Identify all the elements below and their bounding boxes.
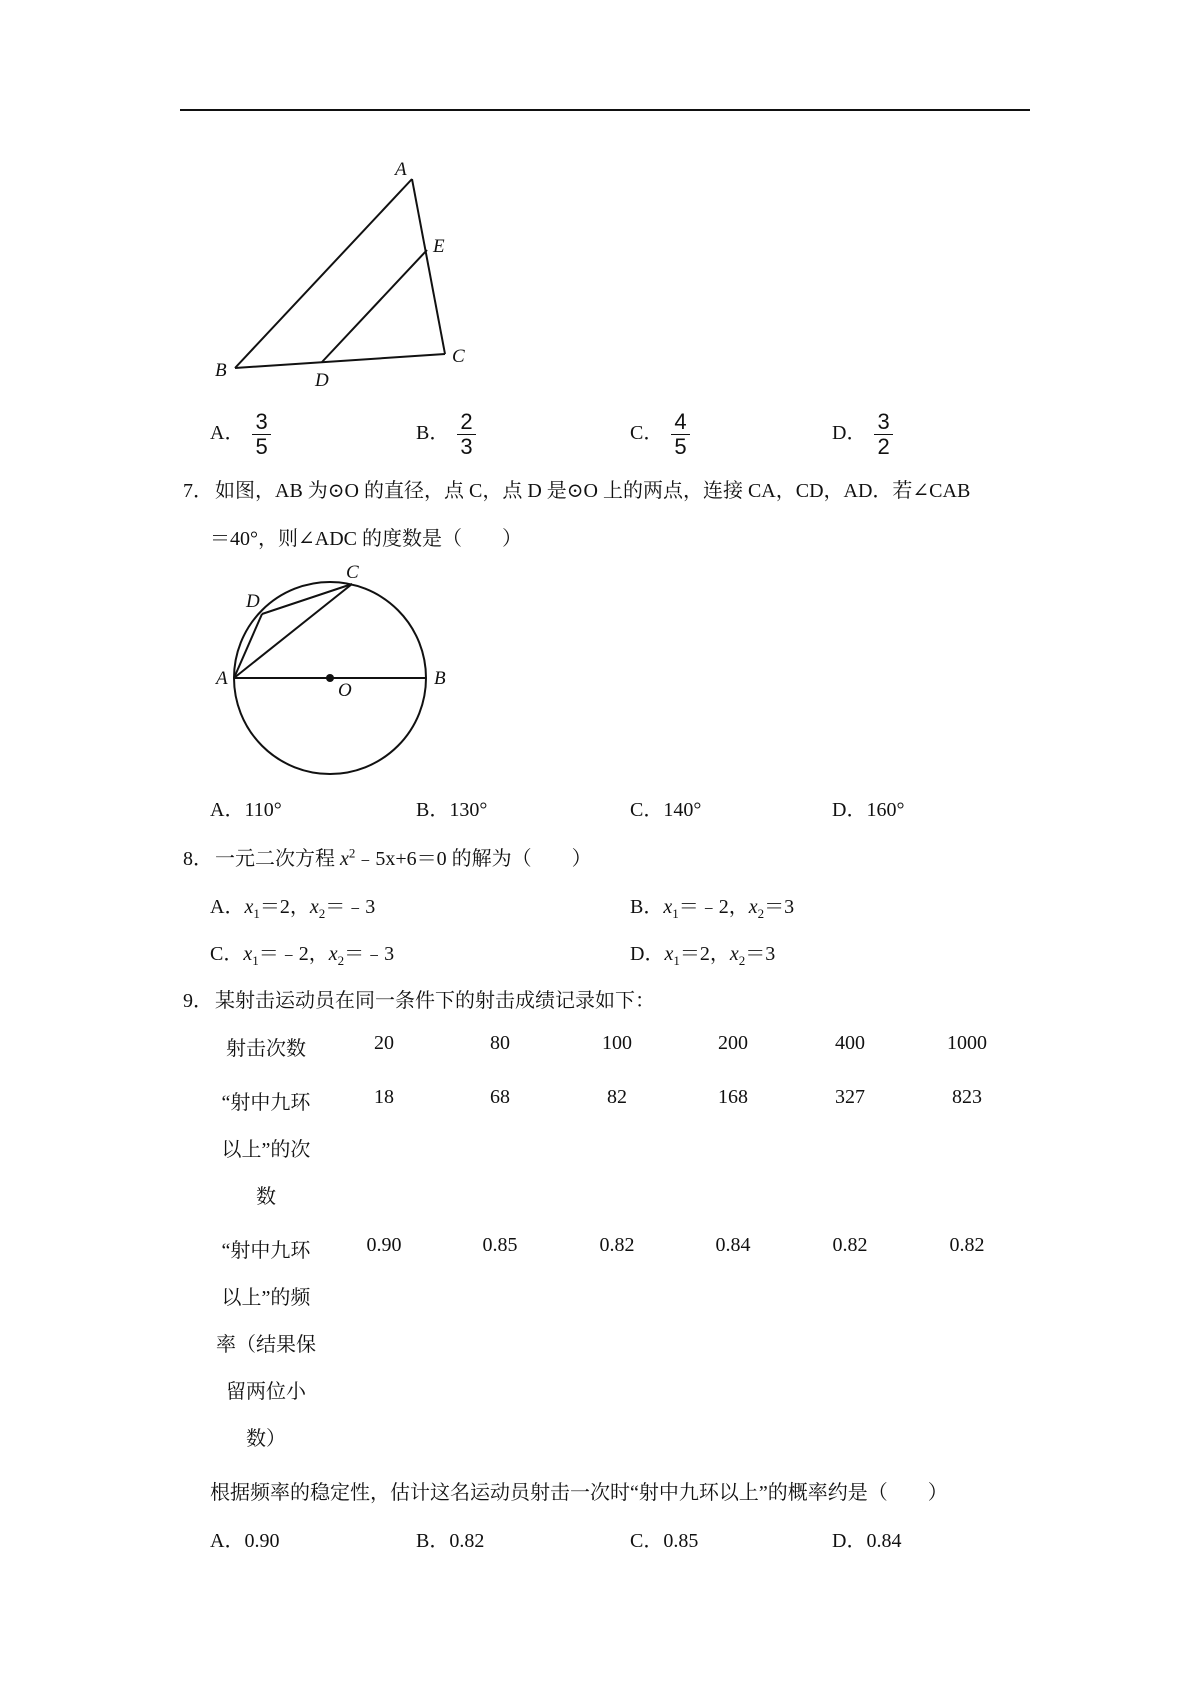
table-row3-label-line: “射中九环 [221,1240,311,1262]
table-cell: 18 [374,1086,394,1108]
table-cell: 82 [607,1086,627,1108]
x1-value: 2 [279,896,290,918]
table-cell: 200 [718,1032,748,1054]
fraction [671,410,689,459]
table-row3-label-line: 数） [246,1428,286,1450]
q9-option-a[interactable]: A．0.90 [210,1530,280,1552]
x2-value: 3 [784,896,795,918]
table-cell: 0.82 [949,1234,985,1256]
q7-option-c[interactable]: C．140° [630,799,702,821]
option-letter: D． [832,422,867,445]
q6-option-a[interactable] [210,410,271,459]
q9-option-c[interactable]: C．0.85 [630,1530,699,1552]
table-row2-label-line: 数 [256,1186,276,1208]
q8-exp: 2 [348,845,356,861]
option-letter: A． [210,422,245,445]
q8-option-c[interactable]: C．$x_1=﹣2$，$x_2=﹣3$ [210,943,395,968]
table-cell: 0.90 [366,1234,402,1256]
x2-value: ﹣3 [364,943,395,965]
q7-option-b[interactable]: B．130° [416,799,488,821]
table-row2-label-line: “射中九环 [221,1092,311,1114]
q7-text-line1: 如图，AB 为⊙O 的直径，点 C，点 D 是⊙O 上的两点，连接 CA，CD，AD．若∠CAB [215,480,971,502]
table-row3-label-line: 率（结果保 [216,1334,316,1356]
q8-var: x [340,848,349,870]
option-letter: D． [630,943,665,965]
option-letter: C． [210,943,244,965]
q9-number: 9． [183,990,213,1012]
label-C: C [452,346,465,367]
q9-text: 某射击运动员在同一条件下的射击成绩记录如下： [215,990,655,1012]
numerator: 4 [671,410,689,435]
fraction [874,410,892,459]
q6-option-c[interactable] [630,410,690,459]
table-cell: 0.82 [599,1234,635,1256]
q9-option-d[interactable]: D．0.84 [832,1530,902,1552]
q7-option-d[interactable]: D．160° [832,799,905,821]
label-A: A [395,159,407,180]
q9-question: 根据频率的稳定性，估计这名运动员射击一次时“射中九环以上”的概率约是（ ） [210,1482,948,1504]
denominator: 2 [877,434,890,459]
table-cell: 0.84 [715,1234,751,1256]
numerator: 3 [874,410,892,435]
table-cell: 1000 [947,1032,987,1054]
q8-option-b[interactable]: B．$x_1=﹣2$，$x_2=3$ [630,896,795,921]
label-E: E [433,236,445,257]
label-O: O [338,680,352,701]
q8-option-d[interactable]: D．$x_1=2$，$x_2=3$ [630,943,776,968]
q7-number: 7． [183,480,213,502]
label-D: D [246,591,260,612]
table-cell: 327 [835,1086,865,1108]
table-row2-label-line: 以上”的次 [221,1139,311,1161]
x1-value: ﹣2 [278,943,309,965]
q7-text-line2: ＝40°，则∠ADC 的度数是（ ） [210,528,522,550]
fraction [252,410,270,459]
denominator: 5 [674,434,687,459]
q6-option-d[interactable] [832,410,893,459]
x2-value: ﹣3 [345,896,376,918]
fraction [457,410,475,459]
label-C: C [346,562,359,583]
label-B: B [215,360,227,381]
table-cell: 400 [835,1032,865,1054]
table-cell: 20 [374,1032,394,1054]
q9-option-b[interactable]: B．0.82 [416,1530,485,1552]
q6-option-b[interactable] [416,410,476,459]
denominator: 3 [460,434,473,459]
option-letter: B． [416,422,450,445]
x2-value: 3 [765,943,776,965]
table-row3-label-line: 留两位小 [226,1381,306,1403]
table-row3-label-line: 以上”的频 [221,1287,311,1309]
numerator: 2 [457,410,475,435]
q8-text-pre: 一元二次方程 [215,848,340,870]
option-letter: A． [210,896,245,918]
label-A: A [216,668,228,689]
label-B: B [434,668,446,689]
option-letter: C． [630,422,664,445]
table-row1-label: 射击次数 [226,1038,306,1060]
table-cell: 0.82 [832,1234,868,1256]
numerator: 3 [252,410,270,435]
table-cell: 100 [602,1032,632,1054]
x1-value: ﹣2 [698,896,729,918]
table-cell: 0.85 [482,1234,518,1256]
table-cell: 68 [490,1086,510,1108]
label-D: D [315,370,329,391]
table-cell: 80 [490,1032,510,1054]
q8-text-post: ﹣5x+6＝0 的解为（ ） [355,848,592,870]
header-rule [180,109,1030,111]
q7-option-a[interactable]: A．110° [210,799,282,821]
x1-value: 2 [699,943,710,965]
q8-option-a[interactable]: A．$x_1=2$，$x_2=﹣3$ [210,896,376,921]
q8-number: 8． [183,848,213,870]
table-cell: 823 [952,1086,982,1108]
circle-figure [210,560,470,780]
denominator: 5 [255,434,268,459]
q8-text [215,842,592,871]
table-cell: 168 [718,1086,748,1108]
option-letter: B． [630,896,664,918]
triangle-figure [205,155,485,395]
